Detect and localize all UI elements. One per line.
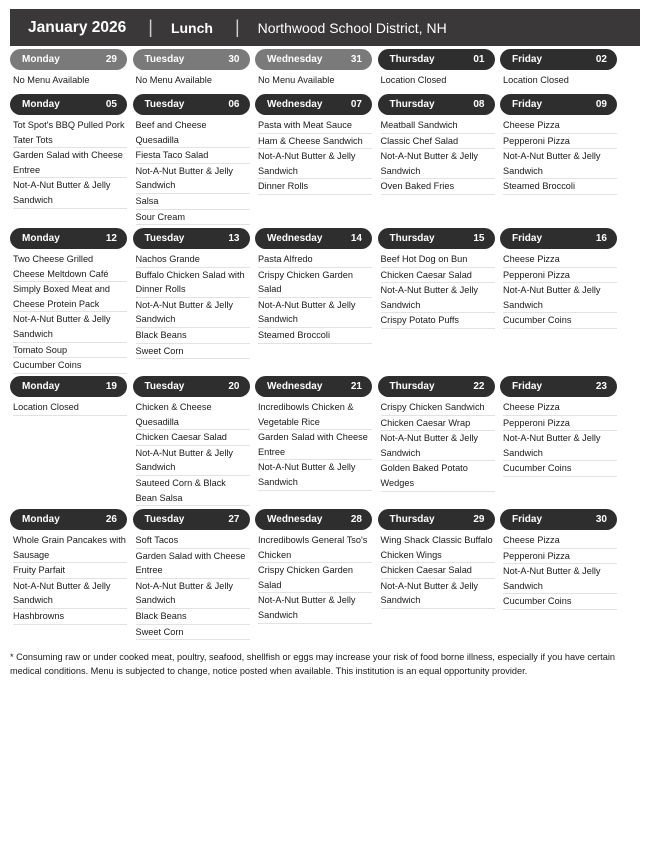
- day-date: 29: [473, 514, 485, 525]
- day-header: [255, 228, 372, 249]
- menu-item: Nachos Grande: [136, 252, 250, 268]
- day-date: 30: [228, 54, 240, 65]
- day-name: Friday: [512, 233, 543, 244]
- menu-item: Not-A-Nut Butter & Jelly Sandwich: [381, 283, 495, 313]
- menu-item: Pasta Alfredo: [258, 252, 372, 268]
- day-cell: [500, 228, 617, 329]
- menu-item: Simply Boxed Meat and Cheese Protein Pack: [13, 282, 127, 312]
- menu-item: Not-A-Nut Butter & Jelly Sandwich: [381, 149, 495, 179]
- menu-item: Chicken & Cheese Quesadilla: [136, 400, 250, 430]
- day-cell: [255, 228, 372, 344]
- menu-item: Sauteed Corn & Black Bean Salsa: [136, 476, 250, 506]
- menu-item: Not-A-Nut Butter & Jelly Sandwich: [136, 164, 250, 194]
- menu-item: Cheese Pizza: [503, 118, 617, 134]
- day-name: Tuesday: [144, 99, 185, 110]
- day-cell: [133, 376, 250, 506]
- day-header: [255, 94, 372, 115]
- menu-item: Crispy Chicken Garden Salad: [258, 563, 372, 593]
- day-date: 28: [350, 514, 362, 525]
- menu-item: Not-A-Nut Butter & Jelly Sandwich: [258, 593, 372, 623]
- menu-item-list: [136, 252, 250, 359]
- day-cell: [500, 509, 617, 610]
- day-header: [10, 376, 127, 397]
- menu-item-list: [136, 400, 250, 506]
- menu-item-list: [258, 252, 372, 344]
- menu-item: Location Closed: [503, 75, 569, 85]
- day-date: 30: [595, 514, 607, 525]
- day-name: Monday: [22, 381, 60, 392]
- day-date: 23: [595, 381, 607, 392]
- day-name: Tuesday: [144, 514, 185, 525]
- day-name: Tuesday: [144, 233, 185, 244]
- menu-item: Ham & Cheese Sandwich: [258, 134, 372, 150]
- day-header: [500, 49, 617, 70]
- day-date: 14: [350, 233, 362, 244]
- day-cell: [10, 376, 127, 416]
- menu-item: Sweet Corn: [136, 344, 250, 360]
- menu-item: Steamed Broccoli: [503, 179, 617, 195]
- header-divider: |: [148, 17, 153, 37]
- day-name: Monday: [22, 54, 60, 65]
- menu-item: Pasta with Meat Sauce: [258, 118, 372, 134]
- day-header: [378, 376, 495, 397]
- day-date: 27: [228, 514, 240, 525]
- day-date: 12: [105, 233, 117, 244]
- day-date: 06: [228, 99, 240, 110]
- day-cell: [255, 94, 372, 195]
- day-date: 16: [595, 233, 607, 244]
- menu-item: Crispy Chicken Sandwich: [381, 400, 495, 416]
- day-cell: [500, 94, 617, 195]
- menu-item-list: [381, 400, 495, 492]
- menu-item: Not-A-Nut Butter & Jelly Sandwich: [13, 178, 127, 208]
- day-name: Thursday: [389, 54, 435, 65]
- day-cell: [255, 49, 372, 88]
- menu-item-list: [381, 73, 495, 88]
- menu-item: Fruity Parfait: [13, 563, 127, 579]
- day-name: Thursday: [389, 99, 435, 110]
- day-cell: [133, 49, 250, 88]
- day-date: 21: [350, 381, 362, 392]
- menu-item: Cheese Pizza: [503, 533, 617, 549]
- menu-item: Not-A-Nut Butter & Jelly Sandwich: [136, 298, 250, 328]
- menu-item: Incredibowls Chicken & Vegetable Rice: [258, 400, 372, 430]
- day-cell: [378, 509, 495, 609]
- menu-item: Not-A-Nut Butter & Jelly Sandwich: [13, 579, 127, 609]
- menu-item: Not-A-Nut Butter & Jelly Sandwich: [258, 298, 372, 328]
- menu-item: Not-A-Nut Butter & Jelly Sandwich: [136, 446, 250, 476]
- menu-item: Not-A-Nut Butter & Jelly Sandwich: [381, 431, 495, 461]
- menu-item: Black Beans: [136, 609, 250, 625]
- menu-item: Cucumber Coins: [13, 358, 127, 374]
- menu-item-list: [503, 252, 617, 329]
- menu-item: No Menu Available: [13, 75, 90, 85]
- menu-item: No Menu Available: [135, 75, 212, 85]
- day-date: 15: [473, 233, 485, 244]
- day-cell: [378, 376, 495, 492]
- menu-item: Sour Cream: [136, 210, 250, 226]
- menu-item-list: [503, 533, 617, 610]
- menu-item: Chicken Caesar Wrap: [381, 416, 495, 432]
- menu-item: Cheese Pizza: [503, 252, 617, 268]
- day-header: [378, 509, 495, 530]
- menu-item: Chicken Caesar Salad: [381, 563, 495, 579]
- menu-item: Garden Salad with Cheese Entree: [258, 430, 372, 460]
- menu-item-list: [503, 400, 617, 477]
- day-cell: [133, 94, 250, 225]
- menu-item: Steamed Broccoli: [258, 328, 372, 344]
- day-name: Thursday: [389, 514, 435, 525]
- day-date: 19: [105, 381, 117, 392]
- day-cell: [133, 509, 250, 640]
- menu-item: Soft Tacos: [136, 533, 250, 549]
- menu-item: Pepperoni Pizza: [503, 134, 617, 150]
- menu-item-list: [503, 118, 617, 195]
- menu-item-list: [136, 73, 250, 88]
- day-date: 29: [105, 54, 117, 65]
- day-date: 26: [105, 514, 117, 525]
- menu-item: Buffalo Chicken Salad with Dinner Rolls: [136, 268, 250, 298]
- menu-item: Not-A-Nut Butter & Jelly Sandwich: [13, 312, 127, 342]
- day-name: Friday: [512, 381, 543, 392]
- day-date: 31: [350, 54, 362, 65]
- day-header: [10, 228, 127, 249]
- menu-item: Not-A-Nut Butter & Jelly Sandwich: [503, 283, 617, 313]
- menu-item: Dinner Rolls: [258, 179, 372, 195]
- day-cell: [378, 228, 495, 329]
- menu-item: Tomato Soup: [13, 343, 127, 359]
- menu-item-list: [258, 533, 372, 624]
- day-cell: [378, 49, 495, 88]
- day-date: 07: [350, 99, 362, 110]
- day-name: Wednesday: [267, 54, 323, 65]
- day-header: [133, 509, 250, 530]
- menu-item: Not-A-Nut Butter & Jelly Sandwich: [503, 564, 617, 594]
- menu-item: Sweet Corn: [136, 625, 250, 641]
- day-date: 22: [473, 381, 485, 392]
- menu-item: Tot Spot's BBQ Pulled Pork Tater Tots: [13, 118, 127, 148]
- day-date: 05: [105, 99, 117, 110]
- day-date: 02: [595, 54, 607, 65]
- day-cell: [378, 94, 495, 195]
- menu-item: Crispy Chicken Garden Salad: [258, 268, 372, 298]
- day-header: [255, 49, 372, 70]
- menu-item: Beef and Cheese Quesadilla: [136, 118, 250, 148]
- menu-item: Pepperoni Pizza: [503, 549, 617, 565]
- day-header: [10, 49, 127, 70]
- page-header: [10, 9, 640, 46]
- menu-item: Hashbrowns: [13, 609, 127, 625]
- menu-item: Incredibowls General Tso's Chicken: [258, 533, 372, 563]
- day-name: Tuesday: [144, 54, 185, 65]
- day-name: Wednesday: [267, 233, 323, 244]
- menu-item: Not-A-Nut Butter & Jelly Sandwich: [258, 460, 372, 490]
- day-header: [500, 509, 617, 530]
- menu-item: No Menu Available: [258, 75, 335, 85]
- footnote: * Consuming raw or under cooked meat, poultry, seafood, shellfish or eggs may increase your risk of food borne illness, especially if you have certain medical conditions. Menu is subjected to change, notice posted when available. This institution is an equal opportunity provider.: [10, 652, 615, 676]
- menu-item: Black Beans: [136, 328, 250, 344]
- menu-item-list: [503, 73, 617, 88]
- menu-item: Fiesta Taco Salad: [136, 148, 250, 164]
- day-cell: [10, 49, 127, 88]
- menu-item-list: [13, 400, 127, 416]
- menu-item: Chicken Caesar Salad: [381, 268, 495, 284]
- day-header: [10, 94, 127, 115]
- menu-item-list: [381, 118, 495, 195]
- day-header: [133, 49, 250, 70]
- day-cell: [10, 228, 127, 374]
- menu-item-list: [136, 533, 250, 640]
- day-header: [133, 376, 250, 397]
- menu-item: Crispy Potato Puffs: [381, 313, 495, 329]
- day-cell: [500, 376, 617, 477]
- day-name: Tuesday: [144, 381, 185, 392]
- day-cell: [10, 94, 127, 209]
- menu-item: Not-A-Nut Butter & Jelly Sandwich: [381, 579, 495, 609]
- day-name: Thursday: [389, 381, 435, 392]
- district-name: Northwood School District, NH: [257, 19, 447, 36]
- day-header: [378, 228, 495, 249]
- menu-item: Not-A-Nut Butter & Jelly Sandwich: [503, 149, 617, 179]
- day-header: [378, 49, 495, 70]
- day-date: 09: [595, 99, 607, 110]
- meal-type: Lunch: [170, 19, 213, 36]
- day-date: 01: [473, 54, 485, 65]
- day-date: 20: [228, 381, 240, 392]
- menu-item: Pepperoni Pizza: [503, 416, 617, 432]
- day-header: [500, 228, 617, 249]
- menu-item-list: [258, 400, 372, 491]
- month-title: January 2026: [28, 18, 127, 36]
- day-header: [500, 94, 617, 115]
- day-cell: [10, 509, 127, 625]
- header-divider: |: [234, 17, 240, 37]
- menu-item: Pepperoni Pizza: [503, 268, 617, 284]
- menu-item-list: [258, 118, 372, 195]
- menu-item: Chicken Caesar Salad: [136, 430, 250, 446]
- menu-item: Cheese Pizza: [503, 400, 617, 416]
- day-cell: [500, 49, 617, 88]
- day-header: [500, 376, 617, 397]
- day-name: Wednesday: [267, 514, 323, 525]
- day-cell: [255, 376, 372, 491]
- menu-item-list: [13, 533, 127, 625]
- day-header: [255, 376, 372, 397]
- day-name: Monday: [22, 99, 60, 110]
- menu-item-list: [13, 118, 127, 209]
- menu-item: Two Cheese Grilled Cheese Meltdown Café: [13, 252, 127, 282]
- day-name: Monday: [22, 233, 60, 244]
- day-name: Friday: [512, 54, 543, 65]
- day-header: [378, 94, 495, 115]
- menu-item-list: [13, 252, 127, 374]
- menu-item: Meatball Sandwich: [381, 118, 495, 134]
- menu-item: Oven Baked Fries: [381, 179, 495, 195]
- menu-item: Not-A-Nut Butter & Jelly Sandwich: [258, 149, 372, 179]
- menu-item: Cucumber Coins: [503, 594, 617, 610]
- day-name: Wednesday: [267, 381, 323, 392]
- menu-item: Salsa: [136, 194, 250, 210]
- menu-item: Location Closed: [380, 75, 447, 85]
- day-header: [133, 94, 250, 115]
- menu-item-list: [381, 252, 495, 329]
- menu-item: Cucumber Coins: [503, 461, 617, 477]
- day-name: Monday: [22, 514, 60, 525]
- day-name: Wednesday: [267, 99, 323, 110]
- day-name: Friday: [512, 99, 543, 110]
- menu-item: Beef Hot Dog on Bun: [381, 252, 495, 268]
- menu-item: Wing Shack Classic Buffalo Chicken Wings: [381, 533, 495, 563]
- day-date: 13: [228, 233, 240, 244]
- day-header: [10, 509, 127, 530]
- day-name: Friday: [512, 514, 543, 525]
- day-cell: [133, 228, 250, 359]
- menu-item-list: [381, 533, 495, 609]
- menu-item: Garden Salad with Cheese Entree: [136, 549, 250, 579]
- menu-item-list: [258, 73, 372, 88]
- menu-item: Not-A-Nut Butter & Jelly Sandwich: [136, 579, 250, 609]
- menu-item: Location Closed: [13, 400, 127, 416]
- menu-item-list: [136, 118, 250, 225]
- menu-item: Classic Chef Salad: [381, 134, 495, 150]
- day-header: [255, 509, 372, 530]
- day-name: Thursday: [389, 233, 435, 244]
- menu-item-list: [13, 73, 127, 88]
- menu-item: Golden Baked Potato Wedges: [381, 461, 495, 491]
- menu-item: Garden Salad with Cheese Entree: [13, 148, 127, 178]
- menu-item: Not-A-Nut Butter & Jelly Sandwich: [503, 431, 617, 461]
- menu-item: Cucumber Coins: [503, 313, 617, 329]
- day-cell: [255, 509, 372, 624]
- menu-item: Whole Grain Pancakes with Sausage: [13, 533, 127, 563]
- day-date: 08: [473, 99, 485, 110]
- day-header: [133, 228, 250, 249]
